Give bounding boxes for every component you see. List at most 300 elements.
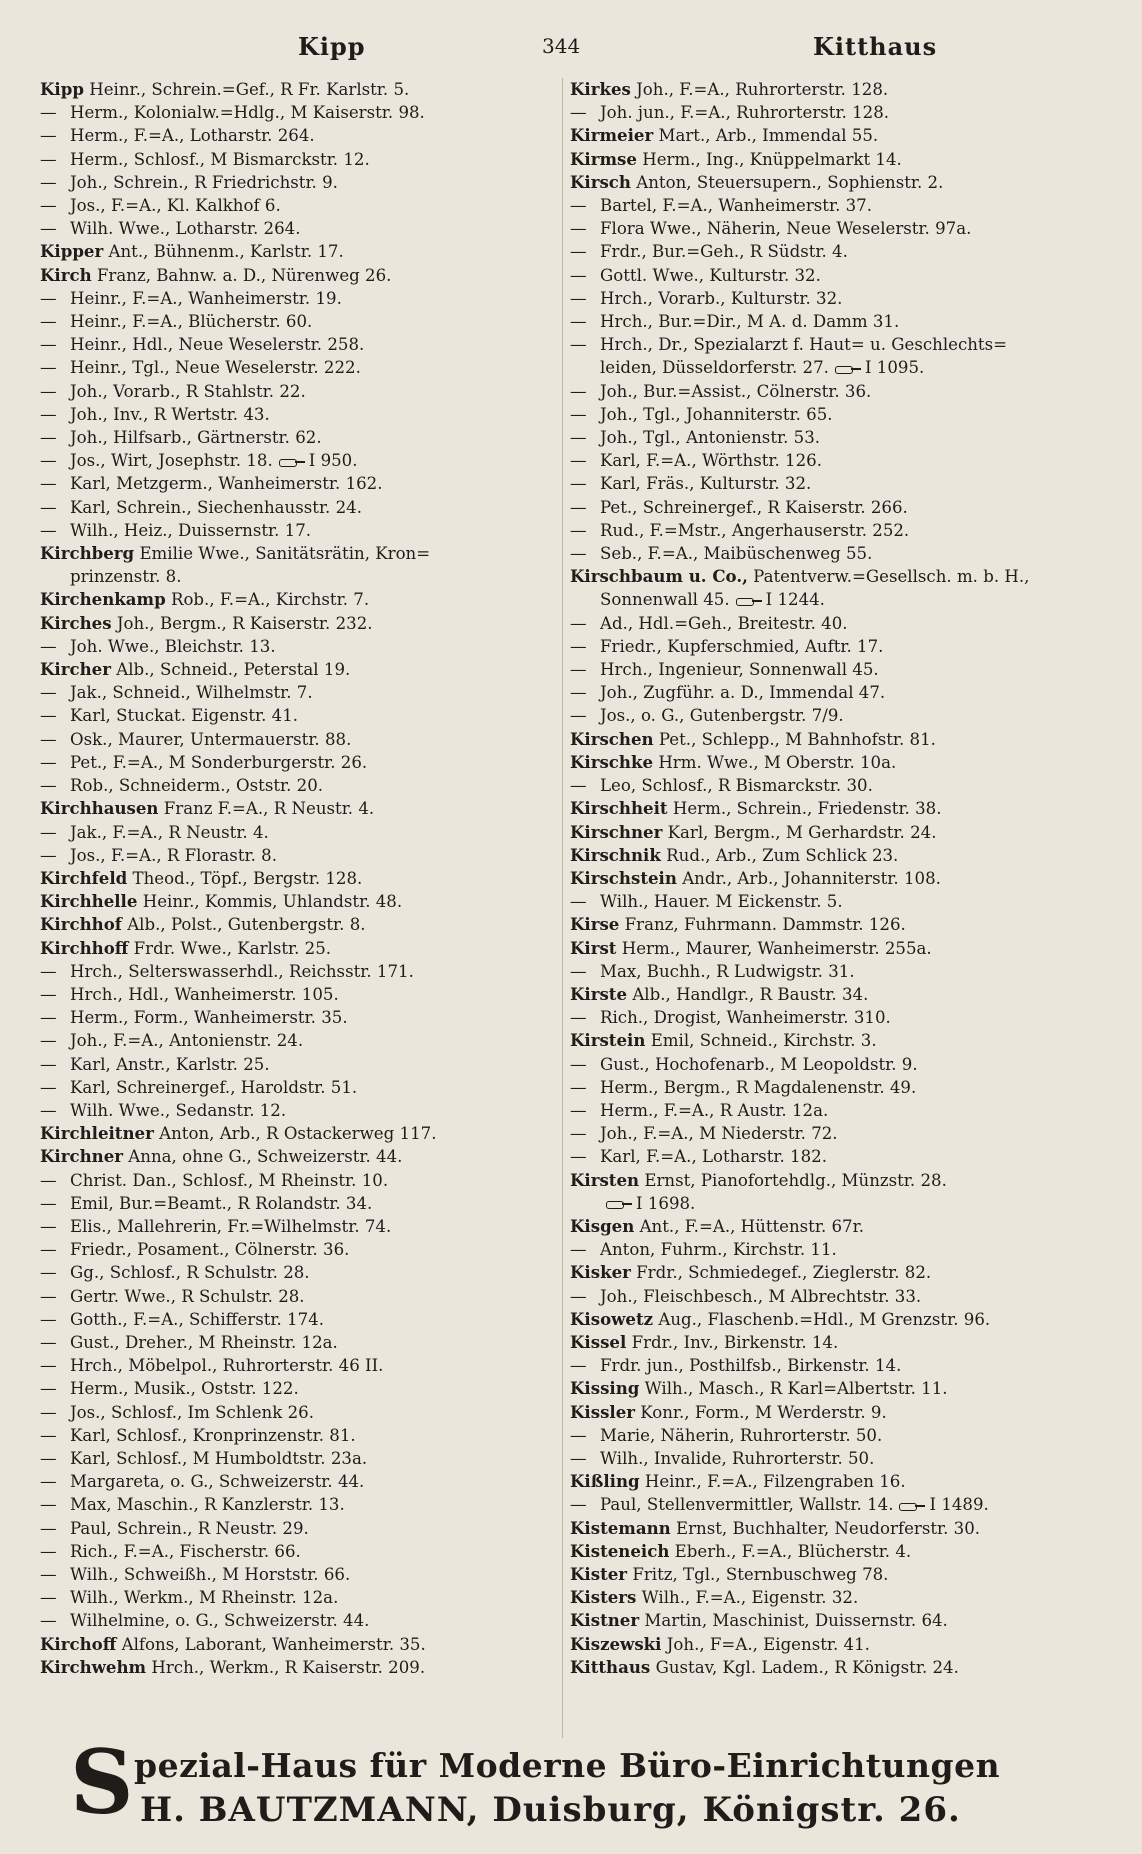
entry-details: Heinr., Hdl., Neue Weselerstr. 258. (70, 335, 365, 355)
entry-surname: Kipper (40, 241, 104, 262)
repeat-dash: — (40, 404, 57, 424)
directory-entry (40, 171, 560, 194)
repeat-dash: — (40, 729, 57, 749)
entry-surname: Kisgen (570, 1215, 635, 1236)
directory-entry (40, 1169, 560, 1192)
entry-details: Karl, Schlosf., Kronprinzenstr. 81. (70, 1425, 356, 1445)
directory-entry (570, 913, 1102, 936)
directory-entry (570, 890, 1102, 913)
repeat-dash: — (40, 636, 57, 656)
entry-surname: Kirchhelle (40, 891, 138, 912)
directory-entry (570, 1169, 1102, 1192)
entry-details: Joh., Tgl., Johanniterstr. 65. (600, 404, 833, 424)
entry-details: Emil, Bur.=Beamt., R Rolandstr. 34. (70, 1193, 373, 1213)
directory-entry (40, 1215, 560, 1238)
repeat-dash: — (40, 1588, 57, 1608)
entry-details: Joh. Wwe., Bleichstr. 13. (70, 636, 276, 656)
entry-surname: Kirschke (570, 751, 654, 772)
repeat-dash: — (570, 265, 587, 285)
repeat-dash: — (40, 196, 57, 216)
entry-surname: Kirschheit (570, 798, 668, 819)
repeat-dash: — (570, 706, 587, 726)
header-left-guide-word: Kipp (298, 32, 366, 61)
directory-entry (570, 844, 1102, 867)
entry-details: Wilh., Hauer. M Eickenstr. 5. (600, 892, 843, 912)
entry-surname: Kiszewski (570, 1633, 662, 1654)
repeat-dash: — (570, 613, 587, 633)
directory-entry (40, 78, 560, 101)
entry-details: Herm., Kolonialw.=Hdlg., M Kaiserstr. 98. (70, 103, 425, 123)
repeat-dash: — (570, 1124, 587, 1144)
directory-entry (570, 588, 1102, 611)
repeat-dash: — (570, 1240, 587, 1260)
repeat-dash: — (570, 636, 587, 656)
entry-details: Hrm. Wwe., M Oberstr. 10a. (658, 752, 897, 772)
telephone-number-text: I 950. (308, 451, 358, 471)
header-right-guide-word: Kitthaus (813, 32, 938, 61)
repeat-dash: — (40, 358, 57, 378)
entry-details: Gertr. Wwe., R Schulstr. 28. (70, 1286, 305, 1306)
repeat-dash: — (40, 1332, 57, 1352)
directory-entry (570, 496, 1102, 519)
directory-entry (40, 519, 560, 542)
directory-entry (570, 635, 1102, 658)
entry-details: Ant., F.=A., Hüttenstr. 67r. (639, 1216, 864, 1236)
repeat-dash: — (40, 1054, 57, 1074)
repeat-dash: — (570, 497, 587, 517)
directory-entry (40, 797, 560, 820)
ad-initial-letter: S (70, 1730, 134, 1834)
entry-surname: Kisteneich (570, 1540, 670, 1561)
entry-details: Frdr., Inv., Birkenstr. 14. (631, 1332, 839, 1352)
directory-entry (40, 1076, 560, 1099)
directory-entry (40, 1099, 560, 1122)
entry-details: Jos., F.=A., Kl. Kalkhof 6. (70, 196, 281, 216)
repeat-dash: — (40, 497, 57, 517)
directory-entry (570, 1447, 1102, 1470)
entry-details: Hrch., Selterswasserhdl., Reichsstr. 171. (70, 961, 414, 981)
entry-surname: Kistemann (570, 1517, 671, 1538)
directory-entry (40, 1261, 560, 1284)
repeat-dash: — (40, 1356, 57, 1376)
directory-entry (570, 426, 1102, 449)
directory-entry (40, 913, 560, 936)
repeat-dash: — (570, 428, 587, 448)
entry-details: Karl, Metzgerm., Wanheimerstr. 162. (70, 474, 383, 494)
entry-details: Ad., Hdl.=Geh., Breitestr. 40. (600, 613, 848, 633)
directory-entry (570, 124, 1102, 147)
entry-details: Alb., Handlgr., R Baustr. 34. (632, 984, 869, 1004)
entry-details: Rud., Arb., Zum Schlick 23. (666, 845, 899, 865)
entry-details: Joh., F.=A., M Niederstr. 72. (600, 1124, 838, 1144)
directory-entry (40, 1609, 560, 1632)
entry-details: Wilh. Wwe., Sedanstr. 12. (70, 1100, 287, 1120)
entry-details: Ernst, Buchhalter, Neudorferstr. 30. (676, 1518, 981, 1538)
directory-entry (40, 356, 560, 379)
entry-details: Karl, Schreinergef., Haroldstr. 51. (70, 1077, 358, 1097)
repeat-dash: — (570, 1448, 587, 1468)
entry-surname: Kirste (570, 983, 628, 1004)
entry-details: Franz, Bahnw. a. D., Nürenweg 26. (96, 265, 392, 285)
entry-details: Joh., Schrein., R Friedrichstr. 9. (70, 172, 338, 192)
directory-entry (40, 821, 560, 844)
directory-entry (570, 519, 1102, 542)
entry-details: Ant., Bühnenm., Karlstr. 17. (108, 242, 344, 262)
entry-details: Wilh., Werkm., M Rheinstr. 12a. (70, 1588, 339, 1608)
entry-details: Joh., Bur.=Assist., Cölnerstr. 36. (600, 381, 872, 401)
entry-details: Karl, Fräs., Kulturstr. 32. (600, 474, 812, 494)
entry-details: Franz F.=A., R Neustr. 4. (163, 799, 375, 819)
entry-surname: Kirchhausen (40, 798, 159, 819)
directory-entry (40, 194, 560, 217)
directory-entry (570, 612, 1102, 635)
repeat-dash: — (40, 1077, 57, 1097)
directory-entry (570, 1076, 1102, 1099)
directory-entry (570, 1006, 1102, 1029)
entry-details: Gg., Schlosf., R Schulstr. 28. (70, 1263, 310, 1283)
entry-surname: Kirchleitner (40, 1123, 154, 1144)
entry-surname: Kirmse (570, 148, 637, 169)
repeat-dash: — (570, 1077, 587, 1097)
entry-details: Eberh., F.=A., Blücherstr. 4. (674, 1541, 912, 1561)
repeat-dash: — (40, 961, 57, 981)
directory-entry (570, 542, 1102, 565)
telephone-icon (606, 1198, 632, 1210)
directory-entry (40, 1470, 560, 1493)
ad-line-2: H. BAUTZMANN, Duisburg, Königstr. 26. (140, 1790, 961, 1830)
entry-surname: Kirmeier (570, 125, 654, 146)
directory-entry (570, 1470, 1102, 1493)
directory-entry (570, 1192, 1102, 1215)
repeat-dash: — (40, 1402, 57, 1422)
directory-entry (570, 333, 1102, 356)
entry-details: Joh. jun., F.=A., Ruhrorterstr. 128. (600, 103, 890, 123)
directory-entry (40, 124, 560, 147)
entry-surname: Kirkes (570, 79, 631, 99)
entry-details: Margareta, o. G., Schweizerstr. 44. (70, 1472, 365, 1492)
entry-surname: Kirschbaum u. Co., (570, 566, 748, 587)
directory-entry (40, 751, 560, 774)
directory-entry (40, 264, 560, 287)
directory-entry (570, 867, 1102, 890)
directory-entry (40, 1401, 560, 1424)
directory-entry (40, 240, 560, 263)
entry-details: Hrch., Bur.=Dir., M A. d. Damm 31. (600, 312, 900, 332)
entry-details: Gust., Hochofenarb., M Leopoldstr. 9. (600, 1054, 918, 1074)
repeat-dash: — (40, 1193, 57, 1213)
directory-entry (570, 1540, 1102, 1563)
repeat-dash: — (40, 752, 57, 772)
entry-details: Jak., F.=A., R Neustr. 4. (70, 822, 269, 842)
directory-entry (40, 960, 560, 983)
repeat-dash: — (40, 1170, 57, 1190)
telephone-icon (835, 363, 861, 375)
repeat-dash: — (40, 474, 57, 494)
entry-details: Frdr. Wwe., Karlstr. 25. (133, 938, 332, 958)
directory-entry (570, 380, 1102, 403)
entry-surname: Kirchwehm (40, 1656, 147, 1677)
entry-surname: Kirchenkamp (40, 589, 166, 610)
repeat-dash: — (40, 984, 57, 1004)
telephone-number-text: I 1698. (636, 1193, 696, 1213)
directory-entry (570, 797, 1102, 820)
entry-details: Anna, ohne G., Schweizerstr. 44. (128, 1147, 403, 1167)
directory-entry (570, 821, 1102, 844)
repeat-dash: — (40, 845, 57, 865)
entry-details: Gotth., F.=A., Schifferstr. 174. (70, 1309, 324, 1329)
directory-entry (570, 356, 1102, 379)
entry-details: Jos., F.=A., R Florastr. 8. (70, 845, 277, 865)
directory-entry (40, 1563, 560, 1586)
entry-surname: Kisowetz (570, 1308, 654, 1329)
entry-details: Flora Wwe., Näherin, Neue Weselerstr. 97a. (600, 219, 972, 239)
directory-entry (570, 287, 1102, 310)
entry-details: Christ. Dan., Schlosf., M Rheinstr. 10. (70, 1170, 389, 1190)
directory-entry (570, 78, 1102, 101)
entry-details: Joh., F=A., Eigenstr. 41. (666, 1634, 870, 1654)
entry-surname: Kirstein (570, 1030, 646, 1051)
directory-entry (40, 1424, 560, 1447)
directory-entry (570, 1493, 1102, 1516)
directory-entry (570, 1285, 1102, 1308)
entry-surname: Kirschstein (570, 867, 677, 888)
directory-entry (40, 1053, 560, 1076)
entry-details: Paul, Stellenvermittler, Wallstr. 14. (600, 1495, 894, 1515)
entry-details: Paul, Schrein., R Neustr. 29. (70, 1518, 309, 1538)
telephone-number (899, 1493, 988, 1516)
entry-surname: Kirch (40, 264, 92, 285)
directory-entry (40, 472, 560, 495)
entry-surname: Kirschner (570, 821, 663, 842)
directory-entry (40, 1517, 560, 1540)
entry-surname: Kisters (570, 1587, 637, 1608)
entry-surname: Kissel (570, 1331, 627, 1352)
entry-details: Pet., F.=A., M Sonderburgerstr. 26. (70, 752, 368, 772)
repeat-dash: — (40, 683, 57, 703)
ad-line-1: pezial-Haus für Moderne Büro-Einrichtungen (134, 1746, 1001, 1785)
repeat-dash: — (570, 520, 587, 540)
entry-surname: Kirchfeld (40, 867, 128, 888)
advertisement-footer (70, 1730, 1070, 1836)
entry-details: Karl, F.=A., Lotharstr. 182. (600, 1147, 827, 1167)
directory-entry (570, 1308, 1102, 1331)
entry-details: Konr., Form., M Werderstr. 9. (640, 1402, 887, 1422)
repeat-dash: — (40, 1565, 57, 1584)
entry-details: Hrch., Möbelpol., Ruhrorterstr. 46 II. (70, 1356, 384, 1376)
entry-details: Karl, Schrein., Siechenhausstr. 24. (70, 497, 362, 517)
directory-entry (570, 148, 1102, 171)
entry-details: Osk., Maurer, Untermauerstr. 88. (70, 729, 352, 749)
repeat-dash: — (40, 219, 57, 239)
entry-details: Joh., F.=A., Ruhrorterstr. 128. (636, 80, 889, 99)
directory-entry (40, 333, 560, 356)
entry-details: Herm., Form., Wanheimerstr. 35. (70, 1008, 348, 1028)
entry-details: Herm., Ing., Knüppelmarkt 14. (642, 149, 902, 169)
repeat-dash: — (40, 822, 57, 842)
directory-entry (570, 194, 1102, 217)
entry-surname: Kissing (570, 1378, 640, 1399)
entry-details: Heinr., Schrein.=Gef., R Fr. Karlstr. 5. (89, 80, 410, 99)
directory-entry (40, 496, 560, 519)
directory-entry (40, 1006, 560, 1029)
directory-entry (570, 983, 1102, 1006)
directory-entry (570, 1354, 1102, 1377)
directory-entry (40, 287, 560, 310)
entry-details: Hrch., Ingenieur, Sonnenwall 45. (600, 660, 879, 680)
entry-details: Leo, Schlosf., R Bismarckstr. 30. (600, 776, 873, 796)
entry-details: Rob., F.=A., Kirchstr. 7. (170, 590, 370, 610)
directory-entry (40, 612, 560, 635)
repeat-dash: — (40, 1379, 57, 1399)
entry-details: Herm., Schrein., Friedenstr. 38. (672, 799, 942, 819)
entry-surname: Kirsten (570, 1169, 640, 1190)
directory-entry (570, 264, 1102, 287)
entry-details: Wilh., Masch., R Karl=Albertstr. 11. (644, 1379, 948, 1399)
entry-details: Anton, Arb., R Ostackerweg 117. (159, 1124, 437, 1144)
repeat-dash: — (570, 219, 587, 239)
repeat-dash: — (40, 1518, 57, 1538)
directory-entry (570, 1563, 1102, 1586)
directory-entry (40, 1493, 560, 1516)
telephone-icon (899, 1500, 925, 1512)
entry-surname: Kirchhoff (40, 937, 129, 958)
directory-entry (40, 1377, 560, 1400)
entry-details: Heinr., F.=A., Wanheimerstr. 19. (70, 288, 342, 308)
directory-entry (40, 681, 560, 704)
repeat-dash: — (40, 428, 57, 448)
directory-entry (570, 681, 1102, 704)
repeat-dash: — (570, 381, 587, 401)
entry-surname: Kißling (570, 1471, 640, 1492)
entry-details: Mart., Arb., Immendal 55. (658, 126, 879, 146)
entry-details: Karl, Anstr., Karlstr. 25. (70, 1054, 270, 1074)
directory-entry (570, 217, 1102, 240)
directory-entry (570, 1215, 1102, 1238)
directory-entry (40, 844, 560, 867)
entry-surname: Kirsch (570, 171, 631, 192)
entry-details: Alb., Polst., Gutenbergstr. 8. (127, 915, 366, 935)
directory-entry (570, 1122, 1102, 1145)
directory-entry (570, 1424, 1102, 1447)
repeat-dash: — (40, 1541, 57, 1561)
directory-entry (40, 1331, 560, 1354)
entry-details: Joh., Bergm., R Kaiserstr. 232. (116, 613, 373, 633)
directory-entry (40, 890, 560, 913)
repeat-dash: — (570, 312, 587, 332)
entry-details: Alfons, Laborant, Wanheimerstr. 35. (121, 1634, 426, 1654)
repeat-dash: — (40, 1031, 57, 1051)
entry-details: Joh., Hilfsarb., Gärtnerstr. 62. (70, 428, 322, 448)
directory-entry (40, 148, 560, 171)
entry-details: Andr., Arb., Johanniterstr. 108. (682, 868, 941, 888)
entry-details: Jak., Schneid., Wilhelmstr. 7. (70, 683, 313, 703)
entry-details: Jos., Wirt, Josephstr. 18. (70, 451, 273, 471)
entry-details: Friedr., Kupferschmied, Auftr. 17. (600, 636, 884, 656)
entry-details: Gust., Dreher., M Rheinstr. 12a. (70, 1332, 338, 1352)
directory-entry (40, 101, 560, 124)
entry-details: Rob., Schneiderm., Oststr. 20. (70, 776, 324, 796)
entry-details: Emil, Schneid., Kirchstr. 3. (650, 1031, 877, 1051)
directory-entry (40, 983, 560, 1006)
directory-entry (40, 1540, 560, 1563)
repeat-dash: — (40, 126, 57, 146)
entry-details: Wilh., Schweißh., M Horststr. 66. (70, 1565, 351, 1584)
repeat-dash: — (40, 103, 57, 123)
directory-entry (40, 774, 560, 797)
entry-surname: Kirchoff (40, 1633, 117, 1654)
entry-details: Bartel, F.=A., Wanheimerstr. 37. (600, 196, 873, 216)
entry-details: Wilh., F.=A., Eigenstr. 32. (641, 1588, 859, 1608)
directory-entry (40, 1656, 560, 1679)
entry-details: Hrch., Werkm., R Kaiserstr. 209. (151, 1657, 426, 1677)
directory-entry (570, 171, 1102, 194)
repeat-dash: — (40, 1100, 57, 1120)
directory-entry (40, 403, 560, 426)
entry-details: Herm., F.=A., Lotharstr. 264. (70, 126, 315, 146)
repeat-dash: — (40, 149, 57, 169)
entry-surname: Kirches (40, 612, 112, 633)
repeat-dash: — (570, 1147, 587, 1167)
repeat-dash: — (40, 1309, 57, 1329)
entry-details: Max, Maschin., R Kanzlerstr. 13. (70, 1495, 345, 1515)
entry-details: Jos., Schlosf., Im Schlenk 26. (70, 1402, 314, 1422)
entry-details: Wilh., Invalide, Ruhrorterstr. 50. (600, 1448, 875, 1468)
directory-entry (570, 472, 1102, 495)
entry-details: Emilie Wwe., Sanitätsrätin, Kron= (139, 544, 431, 564)
directory-entry (570, 704, 1102, 727)
entry-details: Hrch., Hdl., Wanheimerstr. 105. (70, 984, 339, 1004)
repeat-dash: — (40, 776, 57, 796)
telephone-number-text: I 1489. (929, 1495, 989, 1515)
directory-entry (40, 1586, 560, 1609)
directory-entry (570, 1053, 1102, 1076)
directory-entry (40, 1285, 560, 1308)
directory-entry (570, 1377, 1102, 1400)
directory-entry (40, 937, 560, 960)
entry-details: Ernst, Pianofortehdlg., Münzstr. 28. (644, 1170, 947, 1190)
entry-details: Wilhelmine, o. G., Schweizerstr. 44. (70, 1611, 370, 1631)
repeat-dash: — (40, 1216, 57, 1236)
entry-surname: Kirchberg (40, 543, 135, 564)
entry-details: Anton, Steuersupern., Sophienstr. 2. (636, 172, 944, 192)
entry-details: prinzenstr. 8. (70, 567, 182, 587)
directory-entry (40, 1354, 560, 1377)
repeat-dash: — (40, 1240, 57, 1260)
directory-entry (570, 960, 1102, 983)
entry-details: Marie, Näherin, Ruhrorterstr. 50. (600, 1425, 883, 1445)
directory-entry (570, 1261, 1102, 1284)
repeat-dash: — (40, 451, 57, 471)
entry-surname: Kister (570, 1564, 628, 1584)
entry-details: Frdr., Bur.=Geh., R Südstr. 4. (600, 242, 848, 262)
directory-entry (570, 310, 1102, 333)
directory-entry (40, 449, 560, 472)
directory-entry (40, 728, 560, 751)
entry-surname: Kirschen (570, 728, 654, 749)
repeat-dash: — (570, 1286, 587, 1306)
entry-details: Fritz, Tgl., Sternbuschweg 78. (632, 1565, 889, 1584)
directory-entry (570, 449, 1102, 472)
entry-surname: Kirchner (40, 1146, 124, 1167)
directory-entry (40, 867, 560, 890)
directory-entry (40, 1192, 560, 1215)
directory-entry (570, 937, 1102, 960)
repeat-dash: — (570, 451, 587, 471)
telephone-number (736, 588, 825, 611)
repeat-dash: — (570, 288, 587, 308)
entry-details: Pet., Schlepp., M Bahnhofstr. 81. (658, 729, 936, 749)
entry-details: Herm., Maurer, Wanheimerstr. 255a. (621, 938, 932, 958)
